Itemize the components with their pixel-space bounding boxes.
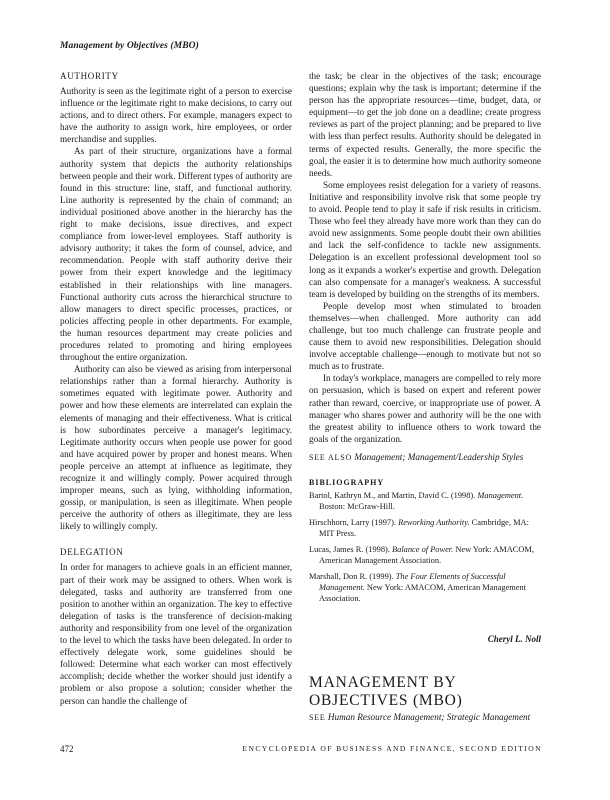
bib-title: The Four Elements of Successful Management.	[319, 571, 506, 592]
bibliography-heading: BIBLIOGRAPHY	[309, 477, 385, 487]
author-signature: Cheryl L. Noll	[487, 633, 541, 644]
next-entry-title-line-2: OBJECTIVES (MBO)	[309, 691, 463, 709]
bibliography-entry	[309, 490, 541, 512]
bib-publisher: New York: AMACOM, American Management Association.	[319, 544, 534, 565]
delegation-paragraph-4: People develop most when stimulated to broaden themselves—when challenged. More authority can add challenge, but too much challenge can frustrate people and cause them to avoid new responsibilities. Delegation should involve acceptable challenge—enough to motivate but not so much as to frustrate.	[309, 300, 541, 372]
page-footer	[60, 744, 542, 754]
bibliography-entry	[309, 517, 541, 539]
section-heading-authority: AUTHORITY	[60, 71, 119, 81]
right-column	[309, 70, 541, 722]
publication-title: ENCYCLOPEDIA OF BUSINESS AND FINANCE, SECOND EDITION	[242, 744, 542, 753]
left-column	[60, 70, 292, 707]
bib-title: Management.	[477, 490, 524, 500]
next-entry-title-line-1: MANAGEMENT BY	[309, 673, 457, 691]
next-entry-see-links[interactable]: Human Resource Management; Strategic Management	[327, 711, 531, 722]
delegation-paragraph-2: the task; be clear in the objectives of the task; encourage questions; explain why the task is important; determine if the person has the appropriate resources—time, budget, data, or equipment—to get the job done on a deadline; create progress reviews as part of the project planning; and be prepared to live with less than perfect results. Authority should be delegated in terms of expected results. Generally, the more specific the goal, the easier it is to determine how much authority someone needs.	[309, 71, 541, 178]
section-heading-delegation: DELEGATION	[60, 547, 124, 558]
bib-publisher: Boston: McGraw-Hill.	[319, 501, 395, 511]
bib-authors: Hirschhorn, Larry (1997).	[309, 517, 399, 527]
running-head: Management by Objectives (MBO)	[60, 41, 199, 51]
see-also-links[interactable]: Management; Management/Leadership Styles	[354, 451, 524, 462]
bib-publisher: Cambridge, MA: MIT Press.	[319, 517, 529, 538]
bib-authors: Bartol, Kathryn M., and Martin, David C. (1998).	[309, 490, 478, 500]
authority-paragraph-1: Authority is seen as the legitimate right of a person to exercise influence or the legitimate right to make decisions, to carry out actions, and to direct others. For example, managers expect to have the authority to assign work, hire employees, or order merchandise and supplies.	[60, 86, 292, 145]
see-also	[309, 451, 541, 464]
delegation-paragraph-5: In today's workplace, managers are compelled to rely more on persuasion, which is based on expert and referent power rather than reward, coercive, or inappropriate use of power. A manager who shares power and authority will be the one with the greatest ability to influence others to work toward the goals of the organization.	[309, 373, 541, 444]
section-spacer	[60, 532, 292, 546]
delegation-paragraph-3: Some employees resist delegation for a variety of reasons. Initiative and responsibility involve risk that some people try to avoid. People tend to play it safe if risk results in criticism. Those who feel they already have more work than they can do avoid new assignments. Some people doubt their own abilities and lack the self-confidence to tackle new assignments. Delegation is an excellent professional development tool so long as it expands a worker's expertise and growth. Delegation can also compensate for a manager's weakness. A successful team is developed by building on the strengths of its members.	[309, 179, 541, 299]
next-entry-see-label: SEE	[309, 712, 326, 722]
see-also-label: SEE ALSO	[309, 452, 353, 462]
authority-paragraph-3: Authority can also be viewed as arising from interpersonal relationships rather than a formal hierarchy. Authority is sometimes equated with legitimate power. Authority and power and how these elements are interrelated can explain the elements of managing and their effectiveness. What is critical is how subordinates perceive a manager's legitimacy. Legitimate authority occurs when people use power for good and have acquired power by proper and honest means. When people perceive an attempt at influence as legitimate, they recognize it and willingly comply. Power acquired through improper means, such as lying, withholding information, gossip, or manipulation, is seen as illegitimate. When people perceive the authority of others as illegitimate, they are less likely to willingly comply.	[60, 364, 292, 532]
bib-authors: Marshall, Don R. (1999).	[309, 571, 396, 581]
next-entry-title	[309, 674, 541, 710]
bibliography-entry	[309, 544, 541, 566]
bib-title: Reworking Authority.	[398, 517, 470, 527]
delegation-paragraph-1: In order for managers to achieve goals in an efficient manner, part of their work may be assigned to others. When work is delegated, tasks and authority are transferred from one position to another within an organization. The key to effective delegation of tasks is the transference of decision-making authority and responsibility from one level of the organization to the level to which the tasks have been delegated. In order to effectively delegate work, some guidelines should be followed: Determine what each worker can most effectively accomplish; decide whether the worker should just identify a problem or also propose a solution; consider whether the person can handle the challenge of	[60, 562, 292, 706]
bib-authors: Lucas, James R. (1998).	[309, 544, 393, 554]
bib-publisher: New York: AMACOM, American Management Association.	[319, 582, 527, 603]
next-entry-see	[309, 712, 541, 722]
page-number: 472	[60, 744, 74, 754]
bibliography-entry	[309, 571, 541, 604]
bib-title: Balance of Power.	[392, 544, 454, 554]
authority-paragraph-2: As part of their structure, organizations have a formal authority system that depicts the authority relationships between people and their work. Different types of authority are found in this structure: line, staff, and functional authority. Line authority is represented by the chain of command; an individual positioned above another in the hierarchy has the right to make decisions, issue directives, and expect compliance from lower-level employees. Staff authority is advisory authority; it takes the form of counsel, advice, and recommendation. People with staff authority derive their power from their expert knowledge and the legitimacy established in their relationships with line managers. Functional authority cuts across the hierarchical structure to allow managers to direct specific processes, practices, or policies affecting people in other departments. For example, the human resources department may create policies and procedures related to promoting and hiring employees throughout the entire organization.	[60, 146, 292, 363]
